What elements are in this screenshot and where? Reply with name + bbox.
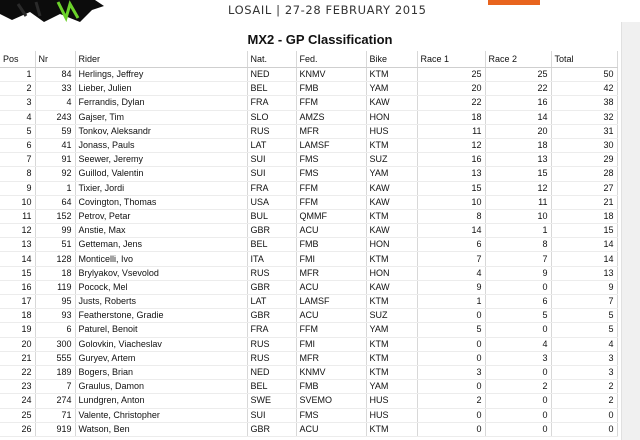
cell-race2: 14 [485,110,551,124]
cell-rider: Featherstone, Gradie [75,309,247,323]
table-row [0,124,617,138]
cell-bike: KTM [366,138,417,152]
table-row [0,167,617,181]
cell-race1: 10 [417,195,485,209]
cell-nat: FRA [247,181,296,195]
header-strip [0,0,640,22]
cell-race1: 0 [417,337,485,351]
cell-total: 18 [551,209,617,223]
cell-rider: Bogers, Brian [75,365,247,379]
cell-nat: LAT [247,138,296,152]
column-header-pos: Pos [0,51,35,68]
cell-fed: ACU [296,309,366,323]
cell-race2: 18 [485,138,551,152]
cell-race1: 20 [417,82,485,96]
monster-logo-icon [0,0,120,22]
cell-race2: 3 [485,351,551,365]
cell-pos: 13 [0,238,35,252]
cell-bike: KAW [366,195,417,209]
cell-nat: NED [247,68,296,82]
cell-nat: BUL [247,209,296,223]
cell-pos: 12 [0,224,35,238]
cell-nat: USA [247,195,296,209]
page-title: MX2 - GP Classification [247,32,393,47]
cell-nat: SUI [247,408,296,422]
cell-rider: Tonkov, Aleksandr [75,124,247,138]
cell-race2: 5 [485,309,551,323]
cell-bike: HUS [366,124,417,138]
cell-fed: MFR [296,124,366,138]
table-row [0,365,617,379]
table-row [0,351,617,365]
cell-fed: FMS [296,408,366,422]
cell-race2: 20 [485,124,551,138]
cell-nr: 119 [35,280,75,294]
cell-fed: FFM [296,323,366,337]
cell-fed: ACU [296,422,366,436]
cell-rider: Herlings, Jeffrey [75,68,247,82]
table-row [0,110,617,124]
table-row [0,209,617,223]
table-row [0,252,617,266]
cell-nr: 33 [35,82,75,96]
cell-nr: 71 [35,408,75,422]
cell-race2: 4 [485,337,551,351]
cell-pos: 4 [0,110,35,124]
cell-rider: Covington, Thomas [75,195,247,209]
table-row [0,266,617,280]
cell-nat: SLO [247,110,296,124]
cell-rider: Getteman, Jens [75,238,247,252]
cell-bike: YAM [366,323,417,337]
cell-race2: 0 [485,394,551,408]
cell-nr: 4 [35,96,75,110]
cell-rider: Brylyakov, Vsevolod [75,266,247,280]
column-header-rider: Rider [75,51,247,68]
cell-total: 3 [551,365,617,379]
cell-nr: 64 [35,195,75,209]
cell-pos: 10 [0,195,35,209]
cell-fed: SVEMO [296,394,366,408]
cell-total: 42 [551,82,617,96]
cell-nat: SWE [247,394,296,408]
cell-nr: 189 [35,365,75,379]
column-header-fed: Fed. [296,51,366,68]
cell-race1: 6 [417,238,485,252]
table-row [0,380,617,394]
cell-pos: 19 [0,323,35,337]
cell-rider: Justs, Roberts [75,295,247,309]
cell-bike: HON [366,110,417,124]
cell-pos: 5 [0,124,35,138]
cell-bike: KTM [366,422,417,436]
cell-total: 2 [551,380,617,394]
cell-race1: 14 [417,224,485,238]
cell-total: 38 [551,96,617,110]
cell-fed: AMZS [296,110,366,124]
cell-race2: 2 [485,380,551,394]
cell-nat: BEL [247,380,296,394]
cell-race1: 9 [417,280,485,294]
cell-race1: 0 [417,351,485,365]
cell-fed: QMMF [296,209,366,223]
cell-race1: 3 [417,365,485,379]
cell-nat: GBR [247,224,296,238]
cell-nat: ITA [247,252,296,266]
cell-nr: 919 [35,422,75,436]
cell-nr: 84 [35,68,75,82]
cell-rider: Gajser, Tim [75,110,247,124]
cell-pos: 16 [0,280,35,294]
cell-bike: KTM [366,337,417,351]
cell-pos: 22 [0,365,35,379]
column-header-nr: Nr [35,51,75,68]
cell-total: 13 [551,266,617,280]
cell-rider: Jonass, Pauls [75,138,247,152]
cell-nr: 555 [35,351,75,365]
cell-race2: 6 [485,295,551,309]
cell-pos: 18 [0,309,35,323]
table-row [0,238,617,252]
cell-fed: FFM [296,181,366,195]
cell-pos: 7 [0,153,35,167]
table-row [0,68,617,82]
cell-nr: 91 [35,153,75,167]
table-row [0,138,617,152]
column-header-total: Total [551,51,617,68]
cell-rider: Lundgren, Anton [75,394,247,408]
cell-pos: 9 [0,181,35,195]
cell-bike: KTM [366,351,417,365]
cell-race2: 0 [485,365,551,379]
cell-nr: 152 [35,209,75,223]
cell-bike: YAM [366,82,417,96]
cell-nat: GBR [247,280,296,294]
cell-pos: 24 [0,394,35,408]
cell-race2: 25 [485,68,551,82]
table-row [0,295,617,309]
cell-pos: 15 [0,266,35,280]
cell-bike: YAM [366,167,417,181]
cell-rider: Pocock, Mel [75,280,247,294]
cell-fed: LAMSF [296,138,366,152]
cell-race1: 12 [417,138,485,152]
cell-race2: 10 [485,209,551,223]
cell-fed: FMI [296,337,366,351]
cell-race1: 8 [417,209,485,223]
cell-race2: 9 [485,266,551,280]
cell-total: 7 [551,295,617,309]
column-header-race1: Race 1 [417,51,485,68]
cell-total: 28 [551,167,617,181]
cell-bike: KAW [366,224,417,238]
cell-pos: 3 [0,96,35,110]
cell-bike: KTM [366,295,417,309]
cell-total: 0 [551,408,617,422]
cell-nat: LAT [247,295,296,309]
cell-race1: 22 [417,96,485,110]
cell-total: 5 [551,323,617,337]
cell-nat: RUS [247,266,296,280]
table-row [0,408,617,422]
cell-rider: Guryev, Artem [75,351,247,365]
cell-total: 27 [551,181,617,195]
cell-nr: 92 [35,167,75,181]
cell-total: 4 [551,337,617,351]
event-date-location: LOSAIL | 27-28 FEBRUARY 2015 [228,3,427,17]
cell-nat: RUS [247,351,296,365]
cell-nr: 128 [35,252,75,266]
cell-fed: FFM [296,195,366,209]
table-row [0,153,617,167]
cell-total: 14 [551,238,617,252]
cell-bike: YAM [366,380,417,394]
cell-rider: Petrov, Petar [75,209,247,223]
cell-total: 9 [551,280,617,294]
cell-nat: BEL [247,82,296,96]
cell-race2: 11 [485,195,551,209]
cell-bike: HUS [366,394,417,408]
cell-race2: 0 [485,323,551,337]
cell-race2: 0 [485,422,551,436]
cell-pos: 25 [0,408,35,422]
cell-fed: KNMV [296,365,366,379]
table-row [0,394,617,408]
cell-nat: GBR [247,309,296,323]
cell-rider: Monticelli, Ivo [75,252,247,266]
table-row [0,337,617,351]
cell-nat: SUI [247,167,296,181]
cell-total: 31 [551,124,617,138]
cell-race1: 0 [417,408,485,422]
cell-nr: 99 [35,224,75,238]
cell-total: 5 [551,309,617,323]
cell-nr: 7 [35,380,75,394]
cell-nat: GBR [247,422,296,436]
cell-nr: 1 [35,181,75,195]
cell-pos: 11 [0,209,35,223]
cell-fed: MFR [296,266,366,280]
cell-race2: 0 [485,408,551,422]
cell-pos: 14 [0,252,35,266]
column-header-nat: Nat. [247,51,296,68]
cell-race2: 16 [485,96,551,110]
cell-rider: Graulus, Damon [75,380,247,394]
table-header-row [0,51,617,68]
cell-pos: 6 [0,138,35,152]
cell-race1: 13 [417,167,485,181]
cell-race1: 7 [417,252,485,266]
cell-rider: Seewer, Jeremy [75,153,247,167]
cell-race1: 15 [417,181,485,195]
cell-total: 29 [551,153,617,167]
table-row [0,224,617,238]
cell-nr: 300 [35,337,75,351]
cell-bike: HUS [366,408,417,422]
cell-fed: KNMV [296,68,366,82]
cell-bike: KTM [366,252,417,266]
cell-rider: Watson, Ben [75,422,247,436]
cell-fed: FMB [296,238,366,252]
classification-table [0,51,618,437]
cell-total: 21 [551,195,617,209]
cell-bike: HON [366,266,417,280]
cell-pos: 20 [0,337,35,351]
cell-rider: Lieber, Julien [75,82,247,96]
cell-nat: FRA [247,96,296,110]
cell-total: 15 [551,224,617,238]
cell-race1: 5 [417,323,485,337]
table-body [0,68,617,437]
cell-rider: Golovkin, Viacheslav [75,337,247,351]
table-row [0,96,617,110]
cell-race1: 25 [417,68,485,82]
cell-nr: 6 [35,323,75,337]
cell-fed: FMS [296,167,366,181]
cell-race2: 8 [485,238,551,252]
cell-bike: KTM [366,365,417,379]
cell-total: 30 [551,138,617,152]
cell-race2: 0 [485,280,551,294]
cell-pos: 17 [0,295,35,309]
cell-fed: FFM [296,96,366,110]
cell-race2: 12 [485,181,551,195]
cell-total: 3 [551,351,617,365]
cell-fed: LAMSF [296,295,366,309]
table-row [0,422,617,436]
cell-fed: MFR [296,351,366,365]
cell-rider: Guillod, Valentin [75,167,247,181]
cell-rider: Ferrandis, Dylan [75,96,247,110]
cell-pos: 21 [0,351,35,365]
cell-race1: 0 [417,422,485,436]
cell-bike: KTM [366,209,417,223]
cell-nat: SUI [247,153,296,167]
cell-race2: 7 [485,252,551,266]
cell-race1: 0 [417,309,485,323]
cell-race2: 13 [485,153,551,167]
vertical-scrollbar[interactable] [621,22,640,440]
cell-race1: 16 [417,153,485,167]
table-row [0,309,617,323]
cell-race1: 2 [417,394,485,408]
cell-bike: KTM [366,68,417,82]
cell-nat: RUS [247,337,296,351]
column-header-bike: Bike [366,51,417,68]
cell-rider: Paturel, Benoit [75,323,247,337]
orange-tab[interactable] [488,0,540,5]
cell-total: 50 [551,68,617,82]
cell-fed: FMI [296,252,366,266]
cell-pos: 1 [0,68,35,82]
cell-pos: 2 [0,82,35,96]
table-row [0,280,617,294]
cell-rider: Anstie, Max [75,224,247,238]
cell-bike: SUZ [366,153,417,167]
table-row [0,323,617,337]
cell-nr: 18 [35,266,75,280]
cell-bike: KAW [366,280,417,294]
cell-race2: 1 [485,224,551,238]
cell-race1: 18 [417,110,485,124]
cell-total: 14 [551,252,617,266]
cell-race1: 11 [417,124,485,138]
cell-bike: KAW [366,181,417,195]
cell-total: 32 [551,110,617,124]
cell-nr: 274 [35,394,75,408]
cell-nr: 41 [35,138,75,152]
cell-race2: 15 [485,167,551,181]
cell-total: 0 [551,422,617,436]
cell-bike: SUZ [366,309,417,323]
cell-race1: 1 [417,295,485,309]
cell-nr: 243 [35,110,75,124]
table-row [0,195,617,209]
cell-nat: RUS [247,124,296,138]
cell-pos: 8 [0,167,35,181]
cell-nr: 95 [35,295,75,309]
cell-fed: FMB [296,380,366,394]
cell-pos: 26 [0,422,35,436]
cell-fed: FMB [296,82,366,96]
cell-total: 2 [551,394,617,408]
cell-nat: NED [247,365,296,379]
cell-rider: Valente, Christopher [75,408,247,422]
cell-nr: 59 [35,124,75,138]
cell-rider: Tixier, Jordi [75,181,247,195]
cell-race1: 0 [417,380,485,394]
cell-nat: FRA [247,323,296,337]
cell-race1: 4 [417,266,485,280]
cell-nr: 51 [35,238,75,252]
table-row [0,82,617,96]
table-row [0,181,617,195]
cell-pos: 23 [0,380,35,394]
cell-race2: 22 [485,82,551,96]
cell-fed: ACU [296,224,366,238]
cell-nr: 93 [35,309,75,323]
cell-nat: BEL [247,238,296,252]
cell-fed: ACU [296,280,366,294]
column-header-race2: Race 2 [485,51,551,68]
cell-bike: HON [366,238,417,252]
cell-bike: KAW [366,96,417,110]
cell-fed: FMS [296,153,366,167]
